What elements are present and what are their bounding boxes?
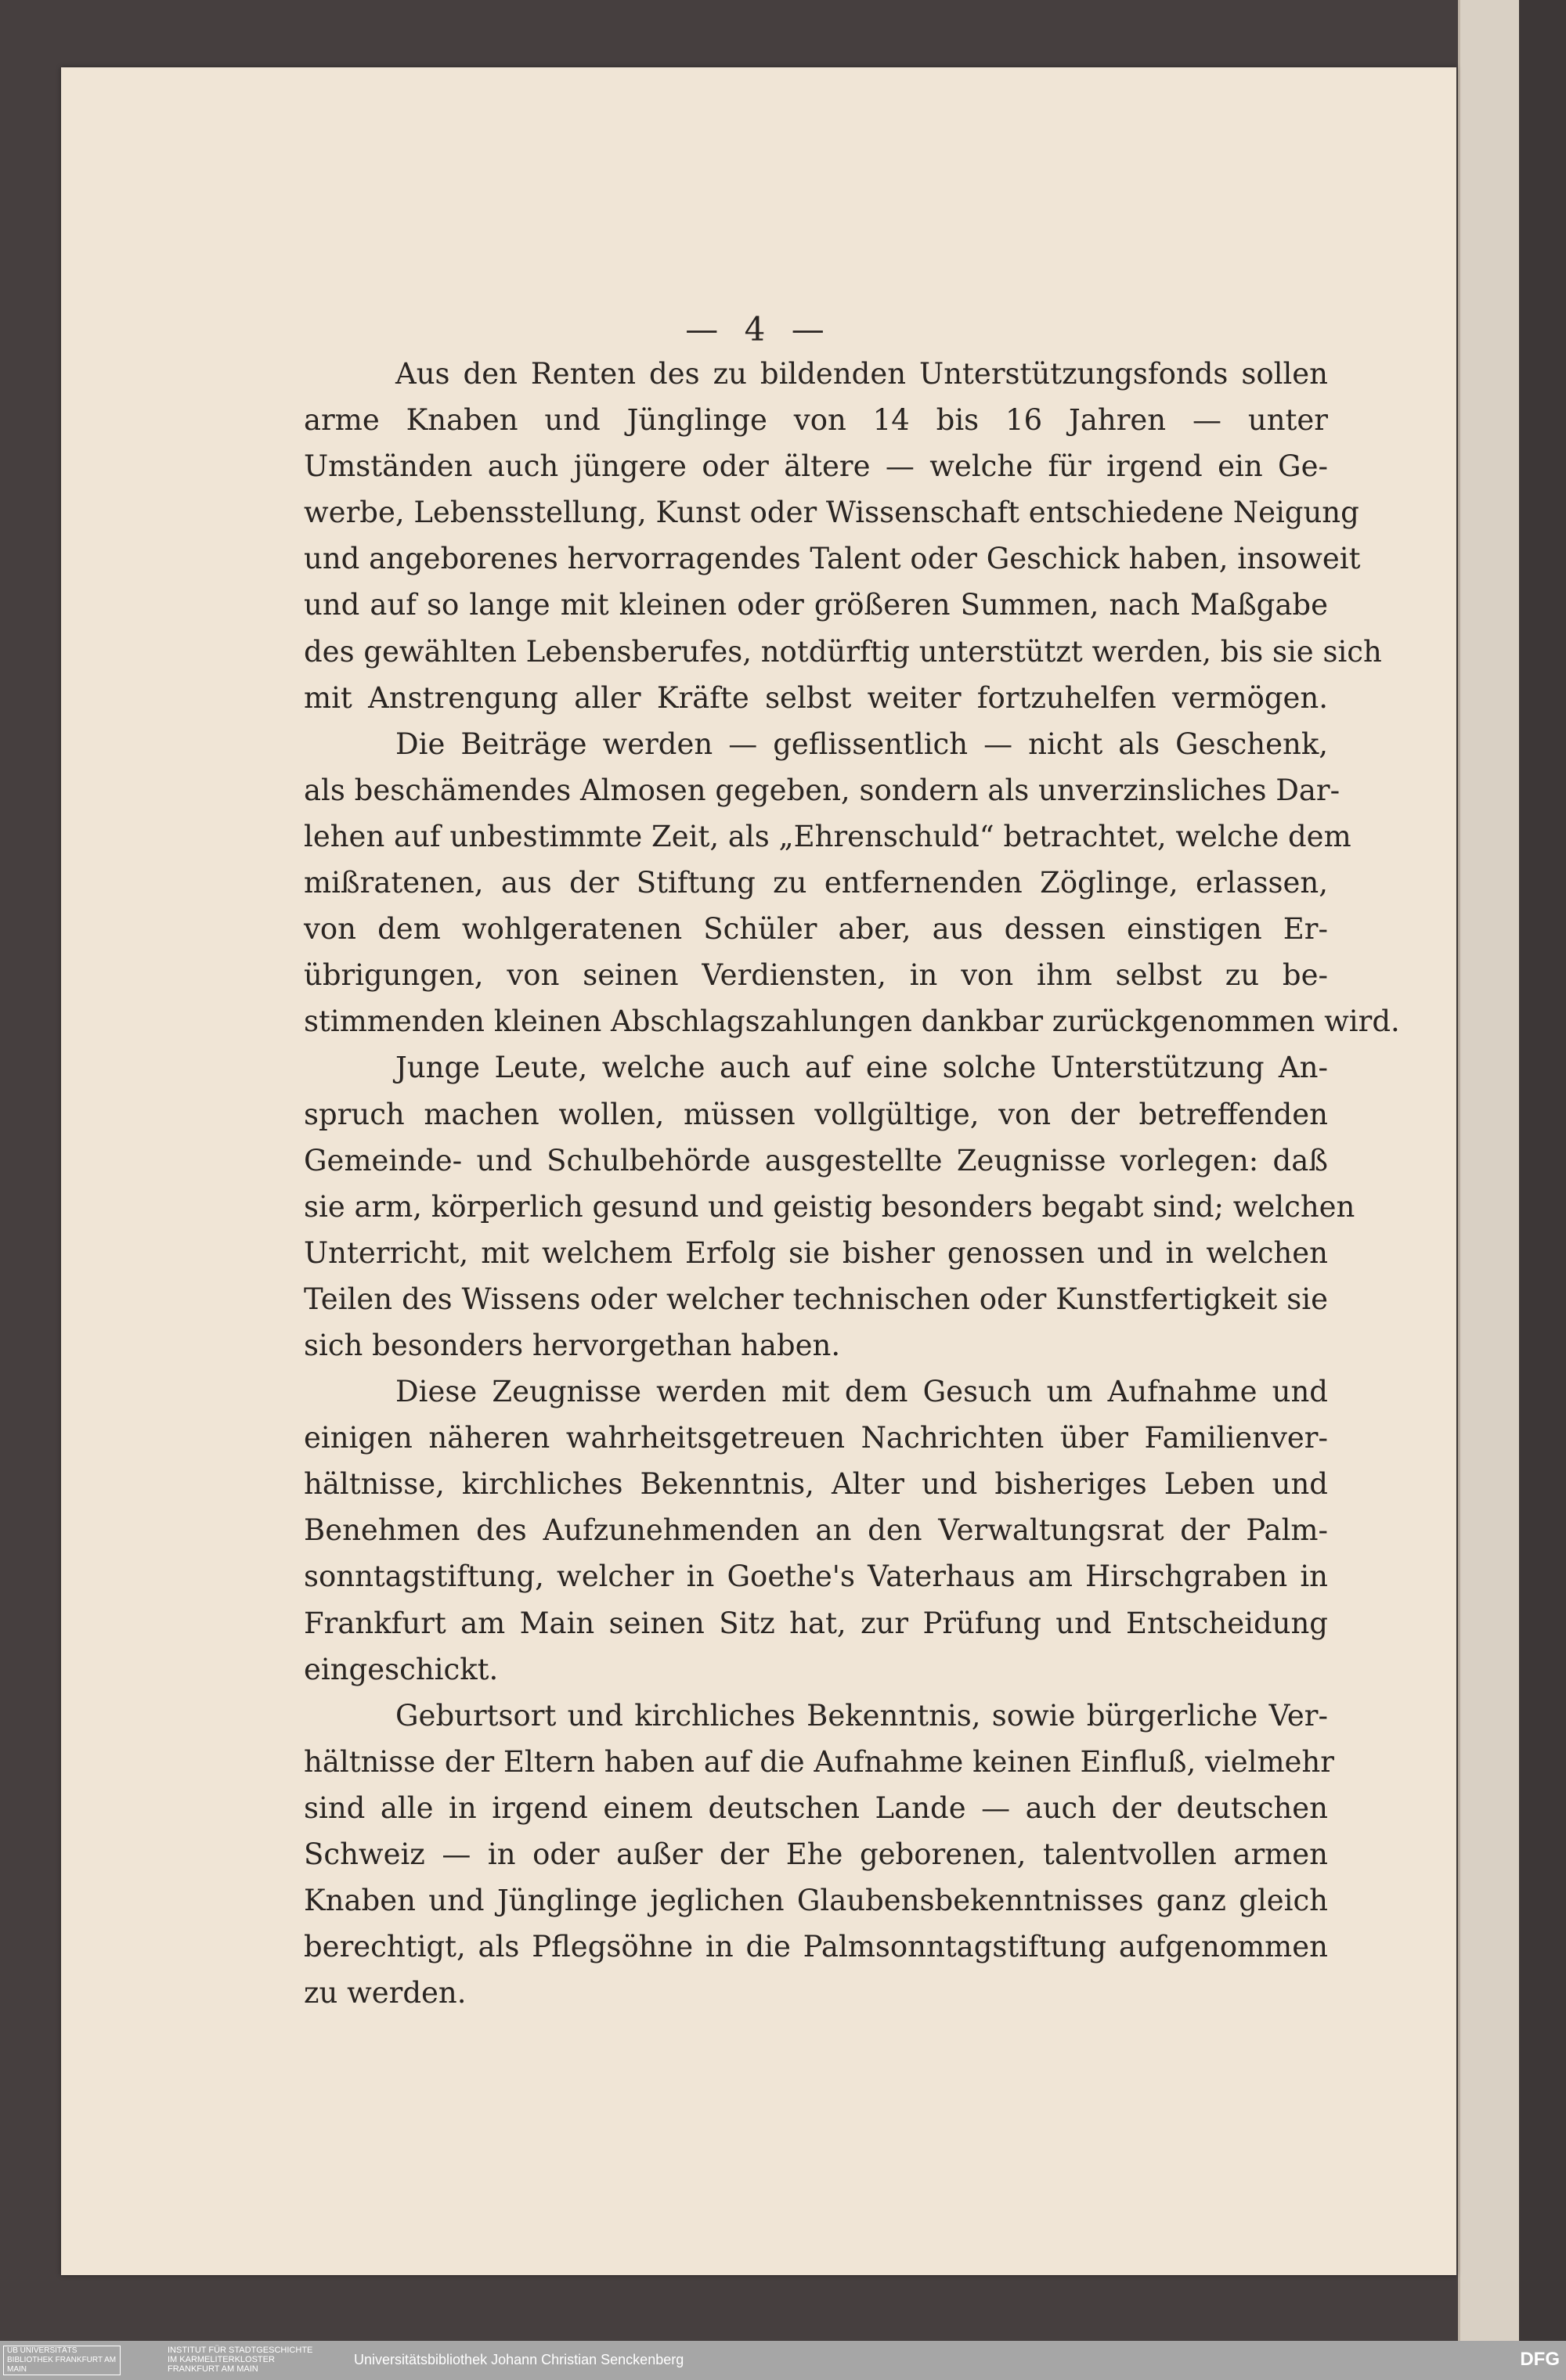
text-line: berechtigt, als Pflegsöhne in die Palmsonntagstiftung aufgenommen xyxy=(304,1930,1328,1964)
text-line: Die Beiträge werden — geflissentlich — nicht als Geschenk, xyxy=(395,727,1328,761)
isg-logo[interactable]: INSTITUT FÜR STADTGESCHICHTE IM KARMELITERKLOSTER FRANKFURT AM MAIN xyxy=(168,2346,313,2374)
text-line: des gewählten Lebensberufes, notdürftig unterstützt werden, bis sie sich xyxy=(304,634,1382,669)
text-line: Benehmen des Aufzunehmenden an den Verwaltungsrat der Palm- xyxy=(304,1513,1328,1548)
text-line: Teilen des Wissens oder welcher technischen oder Kunstfertigkeit sie xyxy=(304,1282,1328,1316)
paragraph xyxy=(304,1368,1328,1693)
text-line: von dem wohlgeratenen Schüler aber, aus dessen einstigen Er- xyxy=(304,912,1328,947)
text-line: als beschämendes Almosen gegeben, sondern als unverzinsliches Dar- xyxy=(304,773,1340,807)
footer-bar xyxy=(0,2341,1566,2380)
text-line: und auf so lange mit kleinen oder größeren Summen, nach Maßgabe xyxy=(304,588,1328,622)
text-line: Junge Leute, welche auch auf eine solche Unterstützung An- xyxy=(395,1051,1328,1085)
paragraph xyxy=(304,1044,1355,1368)
text-line: eingeschickt. xyxy=(304,1652,499,1686)
text-line: sich besonders hervorgethan haben. xyxy=(304,1328,841,1362)
text-line: Unterricht, mit welchem Erfolg sie bisher genossen und in welchen xyxy=(304,1235,1328,1270)
page-number: — 4 — xyxy=(685,310,832,348)
paragraph xyxy=(304,351,1382,721)
text-line: Schweiz — in oder außer der Ehe geborenen, talentvollen armen xyxy=(304,1837,1328,1871)
paragraph xyxy=(304,1693,1334,2017)
text-line: sie arm, körperlich gesund und geistig besonders begabt sind; welchen xyxy=(304,1189,1355,1224)
text-line: arme Knaben und Jünglinge von 14 bis 16 Jahren — unter xyxy=(304,403,1328,438)
text-line: sonntagstiftung, welcher in Goethe's Vaterhaus am Hirschgraben in xyxy=(304,1560,1328,1594)
ub-logo[interactable]: UB UNIVERSITÄTS BIBLIOTHEK FRANKFURT AM MAIN xyxy=(3,2346,121,2375)
text-line: hältnisse der Eltern haben auf die Aufnahme keinen Einfluß, vielmehr xyxy=(304,1744,1334,1779)
paragraph xyxy=(304,721,1400,1045)
text-line: Knaben und Jünglinge jeglichen Glaubensbekenntnisses ganz gleich xyxy=(304,1884,1328,1918)
text-line: lehen auf unbestimmte Zeit, als „Ehrenschuld“ betrachtet, welche dem xyxy=(304,819,1351,853)
text-line: hältnisse, kirchliches Bekenntnis, Alter und bisheriges Leben und xyxy=(304,1467,1328,1502)
text-line: spruch machen wollen, müssen vollgültige, von der betreffenden xyxy=(304,1097,1328,1131)
text-line: zu werden. xyxy=(304,1976,467,2010)
body-text xyxy=(304,351,1400,2016)
text-line: und angeborenes hervorragendes Talent oder Geschick haben, insoweit xyxy=(304,542,1361,576)
text-line: sind alle in irgend einem deutschen Lande — auch der deutschen xyxy=(304,1790,1328,1825)
text-line: mit Anstrengung aller Kräfte selbst weiter fortzuhelfen vermögen. xyxy=(304,680,1328,715)
text-line: werbe, Lebensstellung, Kunst oder Wissenschaft entschiedene Neigung xyxy=(304,496,1359,530)
text-line: Frankfurt am Main seinen Sitz hat, zur Prüfung und Entscheidung xyxy=(304,1606,1328,1640)
background-strip xyxy=(1519,0,1566,2341)
text-line: Aus den Renten des zu bildenden Unterstützungsfonds sollen xyxy=(395,357,1328,391)
text-line: einigen näheren wahrheitsgetreuen Nachrichten über Familienver- xyxy=(304,1421,1328,1455)
text-line: stimmenden kleinen Abschlagszahlungen dankbar zurückgenommen wird. xyxy=(304,1004,1400,1039)
text-line: Diese Zeugnisse werden mit dem Gesuch um Aufnahme und xyxy=(395,1375,1328,1409)
text-line: übrigungen, von seinen Verdiensten, in von ihm selbst zu be- xyxy=(304,958,1328,993)
text-line: Umständen auch jüngere oder ältere — welche für irgend ein Ge- xyxy=(304,449,1328,484)
text-line: Geburtsort und kirchliches Bekenntnis, sowie bürgerliche Ver- xyxy=(395,1698,1328,1733)
library-name: Universitätsbibliothek Johann Christian Senckenberg xyxy=(354,2352,684,2367)
dfg-logo[interactable]: DFG xyxy=(1520,2349,1560,2370)
text-line: mißratenen, aus der Stiftung zu entfernenden Zöglinge, erlassen, xyxy=(304,866,1328,900)
document-page xyxy=(61,67,1456,2275)
text-line: Gemeinde- und Schulbehörde ausgestellte Zeugnisse vorlegen: daß xyxy=(304,1143,1328,1177)
adjacent-page-edge xyxy=(1458,0,1521,2341)
